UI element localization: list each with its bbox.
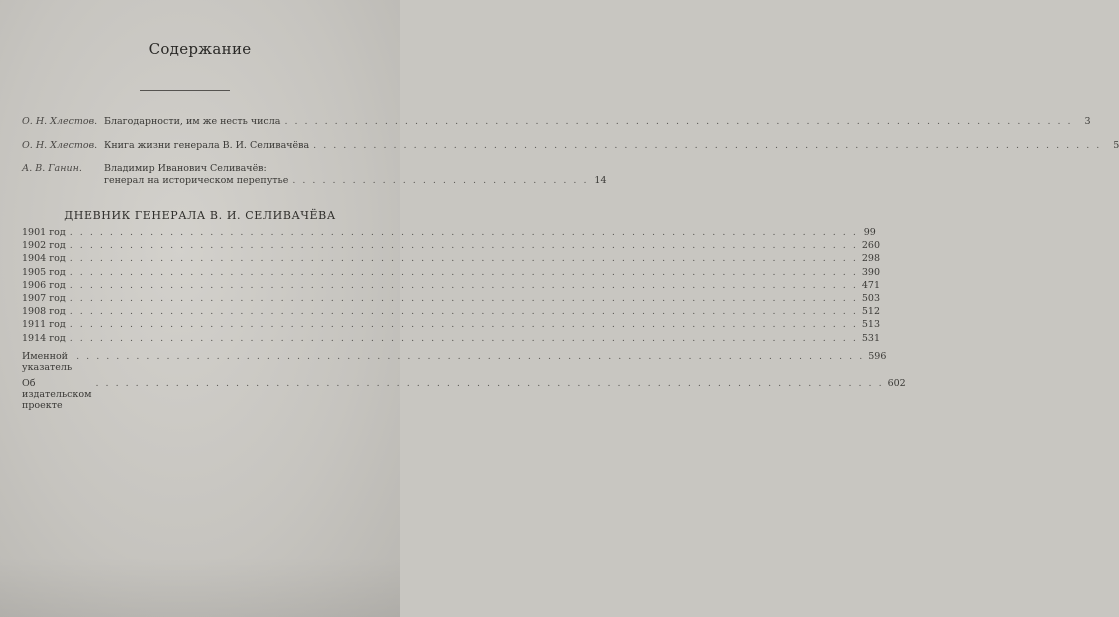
year-entry-1914[interactable]: [22, 332, 880, 346]
page-title: Содержание: [148, 40, 252, 58]
dot-leader: [70, 227, 858, 238]
toc-entry-author: О. Н. Хлестов.: [22, 140, 98, 151]
year-label: 1906 год: [22, 279, 66, 291]
year-label: 1914 год: [22, 332, 66, 344]
year-label: 1908 год: [22, 306, 66, 318]
dot-leader: . . . . . . . . . . . . . . . . . . . . . . . . . . . . . .: [292, 175, 589, 186]
year-entry-1906[interactable]: [22, 279, 880, 293]
toc-entry-title-line2: генерал на историческом перепутье: [104, 175, 289, 186]
toc-entry-title: Книга жизни генерала В. И. Селивачёва: [104, 140, 310, 151]
diary-section-heading: ДНЕВНИК ГЕНЕРАЛА В. И. СЕЛИВАЧЁВА: [64, 209, 336, 222]
index-entry[interactable]: [22, 351, 887, 373]
year-list: [22, 227, 880, 346]
year-label: 1907 год: [22, 292, 66, 304]
year-page: 503: [861, 292, 880, 304]
page-shadow: [0, 557, 400, 617]
year-label: 1905 год: [22, 266, 66, 278]
year-label: 1902 год: [22, 240, 66, 252]
year-entry-1911[interactable]: [22, 319, 880, 332]
title-rule: [140, 90, 230, 91]
year-page: 99: [863, 227, 876, 238]
year-page: 513: [861, 319, 880, 331]
year-page: 531: [861, 332, 880, 344]
year-page: 471: [861, 279, 880, 291]
year-page: 298: [861, 253, 880, 265]
year-entry-1901[interactable]: [22, 227, 876, 240]
toc-entry-page: 5: [1113, 140, 1119, 151]
dot-leader: [70, 240, 858, 251]
dot-leader: [284, 116, 1072, 128]
index-page: 596: [868, 351, 887, 362]
year-label: 1901 год: [22, 227, 66, 238]
about-entry[interactable]: [22, 378, 906, 411]
year-page: 260: [861, 240, 880, 252]
dot-leader: [70, 293, 858, 304]
toc-entry-author: О. Н. Хлестов.: [22, 116, 98, 127]
about-label: Об издательском проекте: [22, 378, 92, 411]
toc-entry-page: 3: [1084, 116, 1091, 127]
year-label: 1911 год: [22, 319, 66, 331]
about-page: 602: [887, 378, 906, 389]
toc-entry-3[interactable]: [22, 163, 607, 189]
toc-entry-author: А. В. Ганин.: [22, 163, 82, 174]
toc-entry-page: 14: [594, 175, 607, 186]
year-label: 1904 год: [22, 253, 66, 265]
year-entry-1908[interactable]: [22, 306, 880, 319]
dot-leader: [313, 140, 1101, 152]
toc-entry-title: Владимир Иванович Селивачёв:: [104, 163, 267, 174]
toc-entry-title: Благодарности, им же несть числа: [104, 116, 281, 127]
dot-leader: [70, 333, 858, 344]
index-label: Именной указатель: [22, 351, 73, 373]
dot-leader: [95, 378, 883, 389]
year-page: 390: [861, 266, 880, 278]
dot-leader: [70, 253, 858, 264]
dot-leader: [76, 351, 864, 362]
dot-leader: [70, 267, 858, 278]
year-entry-1907[interactable]: [22, 292, 880, 306]
year-entry-1905[interactable]: [22, 266, 880, 280]
year-page: 512: [861, 306, 880, 318]
dot-leader: [70, 319, 858, 330]
dot-leader: [70, 306, 858, 317]
dot-leader: [70, 280, 858, 291]
year-entry-1904[interactable]: [22, 253, 880, 266]
year-entry-1902[interactable]: [22, 240, 880, 253]
